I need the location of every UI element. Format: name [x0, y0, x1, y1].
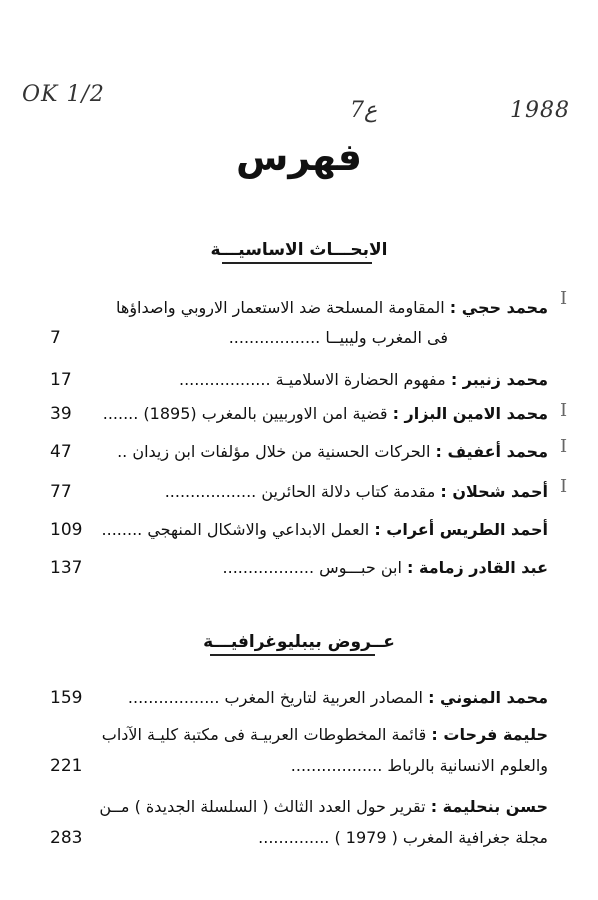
entry-title: قائمة المخطوطات العربيـة فى مكتبة كليـة الآداب — [101, 725, 427, 744]
entry-author: محمد أعفيف : — [435, 442, 548, 461]
toc-entry-hajji — [48, 298, 548, 317]
entry-page-number: 221 — [50, 756, 83, 776]
toc-entry-shahlan — [48, 482, 548, 501]
entry-author: محمد زنيبر : — [450, 370, 548, 389]
entry-author: أحمد الطريس أعراب : — [374, 520, 548, 539]
toc-entry-afif — [48, 442, 548, 461]
entry-page-number: 47 — [50, 442, 72, 462]
entry-title: قضية امن الاوربيين بالمغرب (1895) ....... — [102, 404, 388, 423]
handwritten-note-right: 1988 — [510, 98, 570, 123]
entry-page-number: 7 — [50, 328, 61, 348]
entry-page-number: 137 — [50, 558, 83, 578]
toc-entry-farhat — [48, 725, 548, 744]
toc-entry-hajji-line2 — [28, 328, 448, 347]
entry-title-continued: والعلوم الانسانية بالرباط .................. — [290, 756, 548, 775]
entry-author: حسن بنحليمة : — [430, 797, 548, 816]
entry-author: حليمة فرحات : — [431, 725, 548, 744]
entry-title: تقرير حول العدد الثالث ( السلسلة الجديدة ) مــن — [99, 797, 426, 816]
margin-mark: I — [560, 400, 568, 421]
section-underline — [210, 654, 375, 656]
entry-title: المقاومة المسلحة ضد الاستعمار الاروبي واصداؤها — [116, 298, 445, 317]
entry-page-number: 39 — [50, 404, 72, 424]
entry-title-continued: فى المغرب وليبيــا .................. — [228, 328, 448, 347]
entry-author: محمد المنوني : — [428, 688, 548, 707]
section-underline — [222, 262, 372, 264]
entry-page-number: 77 — [50, 482, 72, 502]
toc-entry-bnhalima — [48, 797, 548, 816]
toc-entry-tris — [48, 520, 548, 539]
entry-author: محمد الامين البزار : — [392, 404, 548, 423]
toc-entry-zmama — [48, 558, 548, 577]
handwritten-note-left: OK 1/2 — [22, 82, 105, 107]
entry-page-number: 159 — [50, 688, 83, 708]
entry-title-continued: مجلة جغرافية المغرب ( 1979 ) .............. — [258, 828, 548, 847]
margin-mark: I — [560, 436, 568, 457]
entry-author: أحمد شحلان : — [440, 482, 548, 501]
section-heading-bibliography — [0, 632, 598, 652]
page-title: فهرس — [235, 135, 363, 179]
section-heading-main-research — [0, 240, 598, 260]
margin-mark: I — [560, 476, 568, 497]
entry-author: عبد القادر زمامة : — [407, 558, 548, 577]
entry-title: العمل الابداعي والاشكال المنهجي ........ — [101, 520, 370, 539]
entry-page-number: 283 — [50, 828, 83, 848]
handwritten-note-center: 7ع — [350, 98, 378, 123]
margin-mark: I — [560, 288, 568, 309]
entry-title: الحركات الحسنية من خلال مؤلفات ابن زيدان .. — [117, 442, 431, 461]
section-heading-text: عــروض بيبليوغرافيـــة — [203, 632, 395, 652]
entry-page-number: 17 — [50, 370, 72, 390]
toc-entry-znibr — [48, 370, 548, 389]
entry-page-number: 109 — [50, 520, 83, 540]
toc-entry-manouni — [48, 688, 548, 707]
entry-author: محمد حجي : — [449, 298, 548, 317]
section-heading-text: الابحـــاث الاساسيـــة — [210, 240, 388, 260]
entry-title: ابن حبـــوس .................. — [222, 558, 402, 577]
entry-title: مفهوم الحضارة الاسلاميـة .................. — [179, 370, 446, 389]
entry-title: المصادر العربية لتاريخ المغرب .................. — [127, 688, 423, 707]
toc-entry-farhat-line2 — [128, 756, 548, 775]
entry-title: مقدمة كتاب دلالة الحائرين .................. — [164, 482, 436, 501]
toc-entry-bazzar — [48, 404, 548, 423]
toc-entry-bnhalima-line2 — [128, 828, 548, 847]
